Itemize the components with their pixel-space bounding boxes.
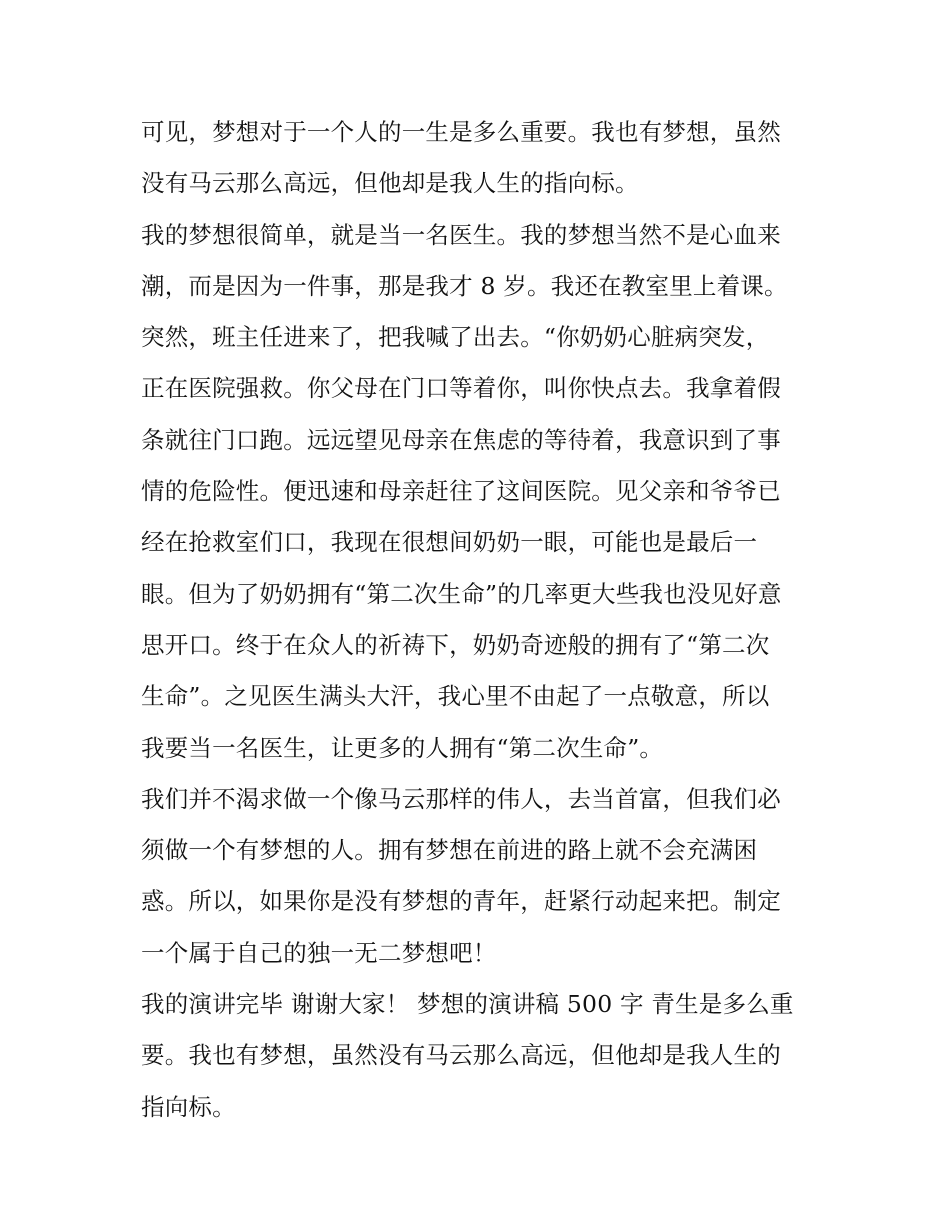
text-line: 须做一个有梦想的人。拥有梦想在前进的路上就不会充满困 — [141, 836, 758, 865]
document-body — [141, 107, 821, 1133]
text-line: 惑。所以，如果你是没有梦想的青年，赶紧行动起来把。制定 — [141, 887, 781, 916]
text-line: 正在医院强救。你父母在门口等着你，叫你快点去。我拿着假 — [141, 374, 781, 403]
text-line: 我的演讲完毕 谢谢大家！ 梦想的演讲稿 500 字 青生是多么重 — [141, 990, 794, 1019]
text-line: 我要当一名医生，让更多的人拥有“第二次生命”。 — [141, 733, 664, 762]
text-line: 要。我也有梦想，虽然没有马云那么高远，但他却是我人生的 — [141, 1041, 781, 1070]
text-line: 可见，梦想对于一个人的一生是多么重要。我也有梦想，虽然 — [141, 118, 781, 146]
text-line: 条就往门口跑。远远望见母亲在焦虑的等待着，我意识到了事 — [141, 425, 781, 454]
text-line: 生命”。之见医生满头大汗，我心里不由起了一点敬意，所以 — [141, 682, 770, 711]
text-line: 一个属于自己的独一无二梦想吧！ — [141, 938, 497, 967]
text-line: 潮，而是因为一件事，那是我才 8 岁。我还在教室里上着课。 — [141, 271, 788, 300]
text-line: 没有马云那么高远，但他却是我人生的指向标。 — [141, 169, 639, 198]
text-line: 思开口。终于在众人的祈祷下，奶奶奇迹般的拥有了“第二次 — [141, 630, 770, 659]
text-line: 突然，班主任进来了，把我喊了出去。“你奶奶心脏病突发， — [141, 323, 770, 352]
text-line: 我的梦想很简单，就是当一名医生。我的梦想当然不是心血来 — [141, 220, 781, 249]
text-line: 指向标。 — [141, 1092, 236, 1121]
text-line: 我们并不渴求做一个像马云那样的伟人，去当首富，但我们必 — [141, 784, 781, 813]
text-line: 经在抢救室们口，我现在很想间奶奶一眼，可能也是最后一 — [141, 528, 758, 557]
text-line: 眼。但为了奶奶拥有“第二次生命”的几率更大些我也没见好意 — [141, 579, 782, 608]
text-line: 情的危险性。便迅速和母亲赶往了这间医院。见父亲和爷爷已 — [141, 477, 781, 506]
